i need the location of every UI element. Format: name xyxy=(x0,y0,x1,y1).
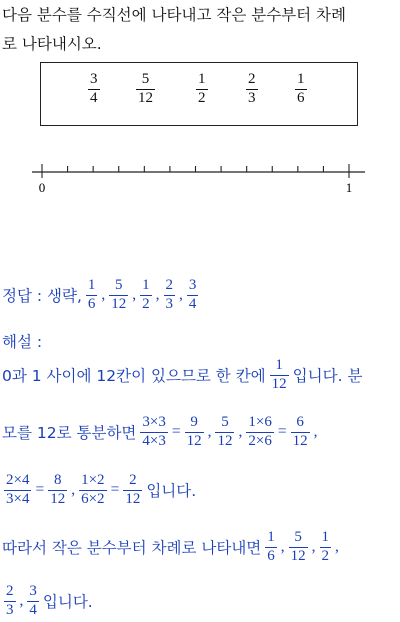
answer-line: 정답 : 생략, $\frac{1}{6}$ , $\frac{5}{12}$ , $\frac{1}{2}$ , $\frac{2}{3}$ , $\frac{3}{4}$ xyxy=(2,277,197,312)
answer-fraction-1: $\frac{1}{6}$ xyxy=(87,277,96,312)
fraction: $\frac{8}{12}$ xyxy=(50,472,66,507)
box-fraction-4: $\frac{2}{3}$ xyxy=(248,71,256,106)
fraction: $\frac{2\times 4}{3\times 4}$ xyxy=(6,472,30,507)
fraction: $\frac{5}{12}$ xyxy=(290,529,306,564)
fraction: $\frac{6}{12}$ xyxy=(292,414,308,449)
box-fraction-1: $\frac{3}{4}$ xyxy=(90,71,98,106)
explanation-line-5: $\frac{2}{3}$ , $\frac{3}{4}$ 입니다. xyxy=(6,583,93,618)
explanation-text: 입니다. xyxy=(42,593,93,612)
question-line-1: 다음 분수를 수직선에 나타내고 작은 분수부터 차례 xyxy=(2,6,346,24)
fraction: $\frac{9}{12}$ xyxy=(186,414,202,449)
box-fraction-5: $\frac{1}{6}$ xyxy=(297,71,305,106)
fraction: $\frac{5}{12}$ xyxy=(217,414,233,449)
answer-fraction-3: $\frac{1}{2}$ xyxy=(142,277,150,312)
box-fraction-3: $\frac{1}{2}$ xyxy=(198,71,206,106)
number-line xyxy=(30,160,370,200)
explanation-text: 0과 1 사이에 12칸이 있으므로 한 칸에 xyxy=(2,367,266,386)
fraction: $\frac{1}{6}$ xyxy=(267,529,275,564)
fraction: $\frac{1\times 2}{6\times 2}$ xyxy=(81,472,105,507)
answer-fraction-5: $\frac{3}{4}$ xyxy=(188,277,197,312)
explanation-line-2: 모를 12로 통분하면 $\frac{3\times 3}{4\times 3}$ = $\frac{9}{12}$ , $\frac{5}{12}$ , $\frac{1\times 6}{2\times 6}$ = $\frac{6}{12}$ , xyxy=(2,414,318,449)
explanation-line-1 xyxy=(2,358,362,393)
answer-fraction-2: $\frac{5}{12}$ xyxy=(111,277,127,312)
answer-label: 정답 : 생략, xyxy=(2,287,82,306)
explanation-text: 입니다. xyxy=(146,482,197,501)
fraction: $\frac{1\times 6}{2\times 6}$ xyxy=(248,414,272,449)
explanation-text: 따라서 작은 분수부터 차례로 나타내면 xyxy=(2,539,262,558)
explanation-line-3: $\frac{2\times 4}{3\times 4}$ = $\frac{8}{12}$ , $\frac{1\times 2}{6\times 2}$ = $\frac{2}{12}$ 입니다. xyxy=(6,472,197,507)
fraction: $\frac{2}{12}$ xyxy=(125,472,141,507)
explanation-line-4: 따라서 작은 분수부터 차례로 나타내면 $\frac{1}{6}$ , $\frac{5}{12}$ , $\frac{1}{2}$ , xyxy=(2,529,339,564)
fraction: $\frac{3\times 3}{4\times 3}$ xyxy=(142,414,166,449)
fraction: $\frac{3}{4}$ xyxy=(29,583,37,618)
box-fraction-2: $\frac{5}{12}$ xyxy=(138,71,153,106)
answer-fraction-4: $\frac{2}{3}$ xyxy=(165,277,174,312)
fraction: $\frac{2}{3}$ xyxy=(6,583,14,618)
explanation-text: 모를 12로 통분하면 xyxy=(2,424,137,443)
number-line-ticks xyxy=(42,164,349,178)
fraction: $\frac{1}{12}$ xyxy=(271,357,287,392)
number-line-end-label: 1 xyxy=(345,180,353,195)
fraction: $\frac{1}{2}$ xyxy=(321,529,330,564)
question-line-2: 로 나타내시오. xyxy=(2,35,102,53)
explanation-text: 입니다. 분 xyxy=(292,367,363,386)
number-line-start-label: 0 xyxy=(38,180,46,195)
explanation-label: 해설 : xyxy=(2,333,43,351)
